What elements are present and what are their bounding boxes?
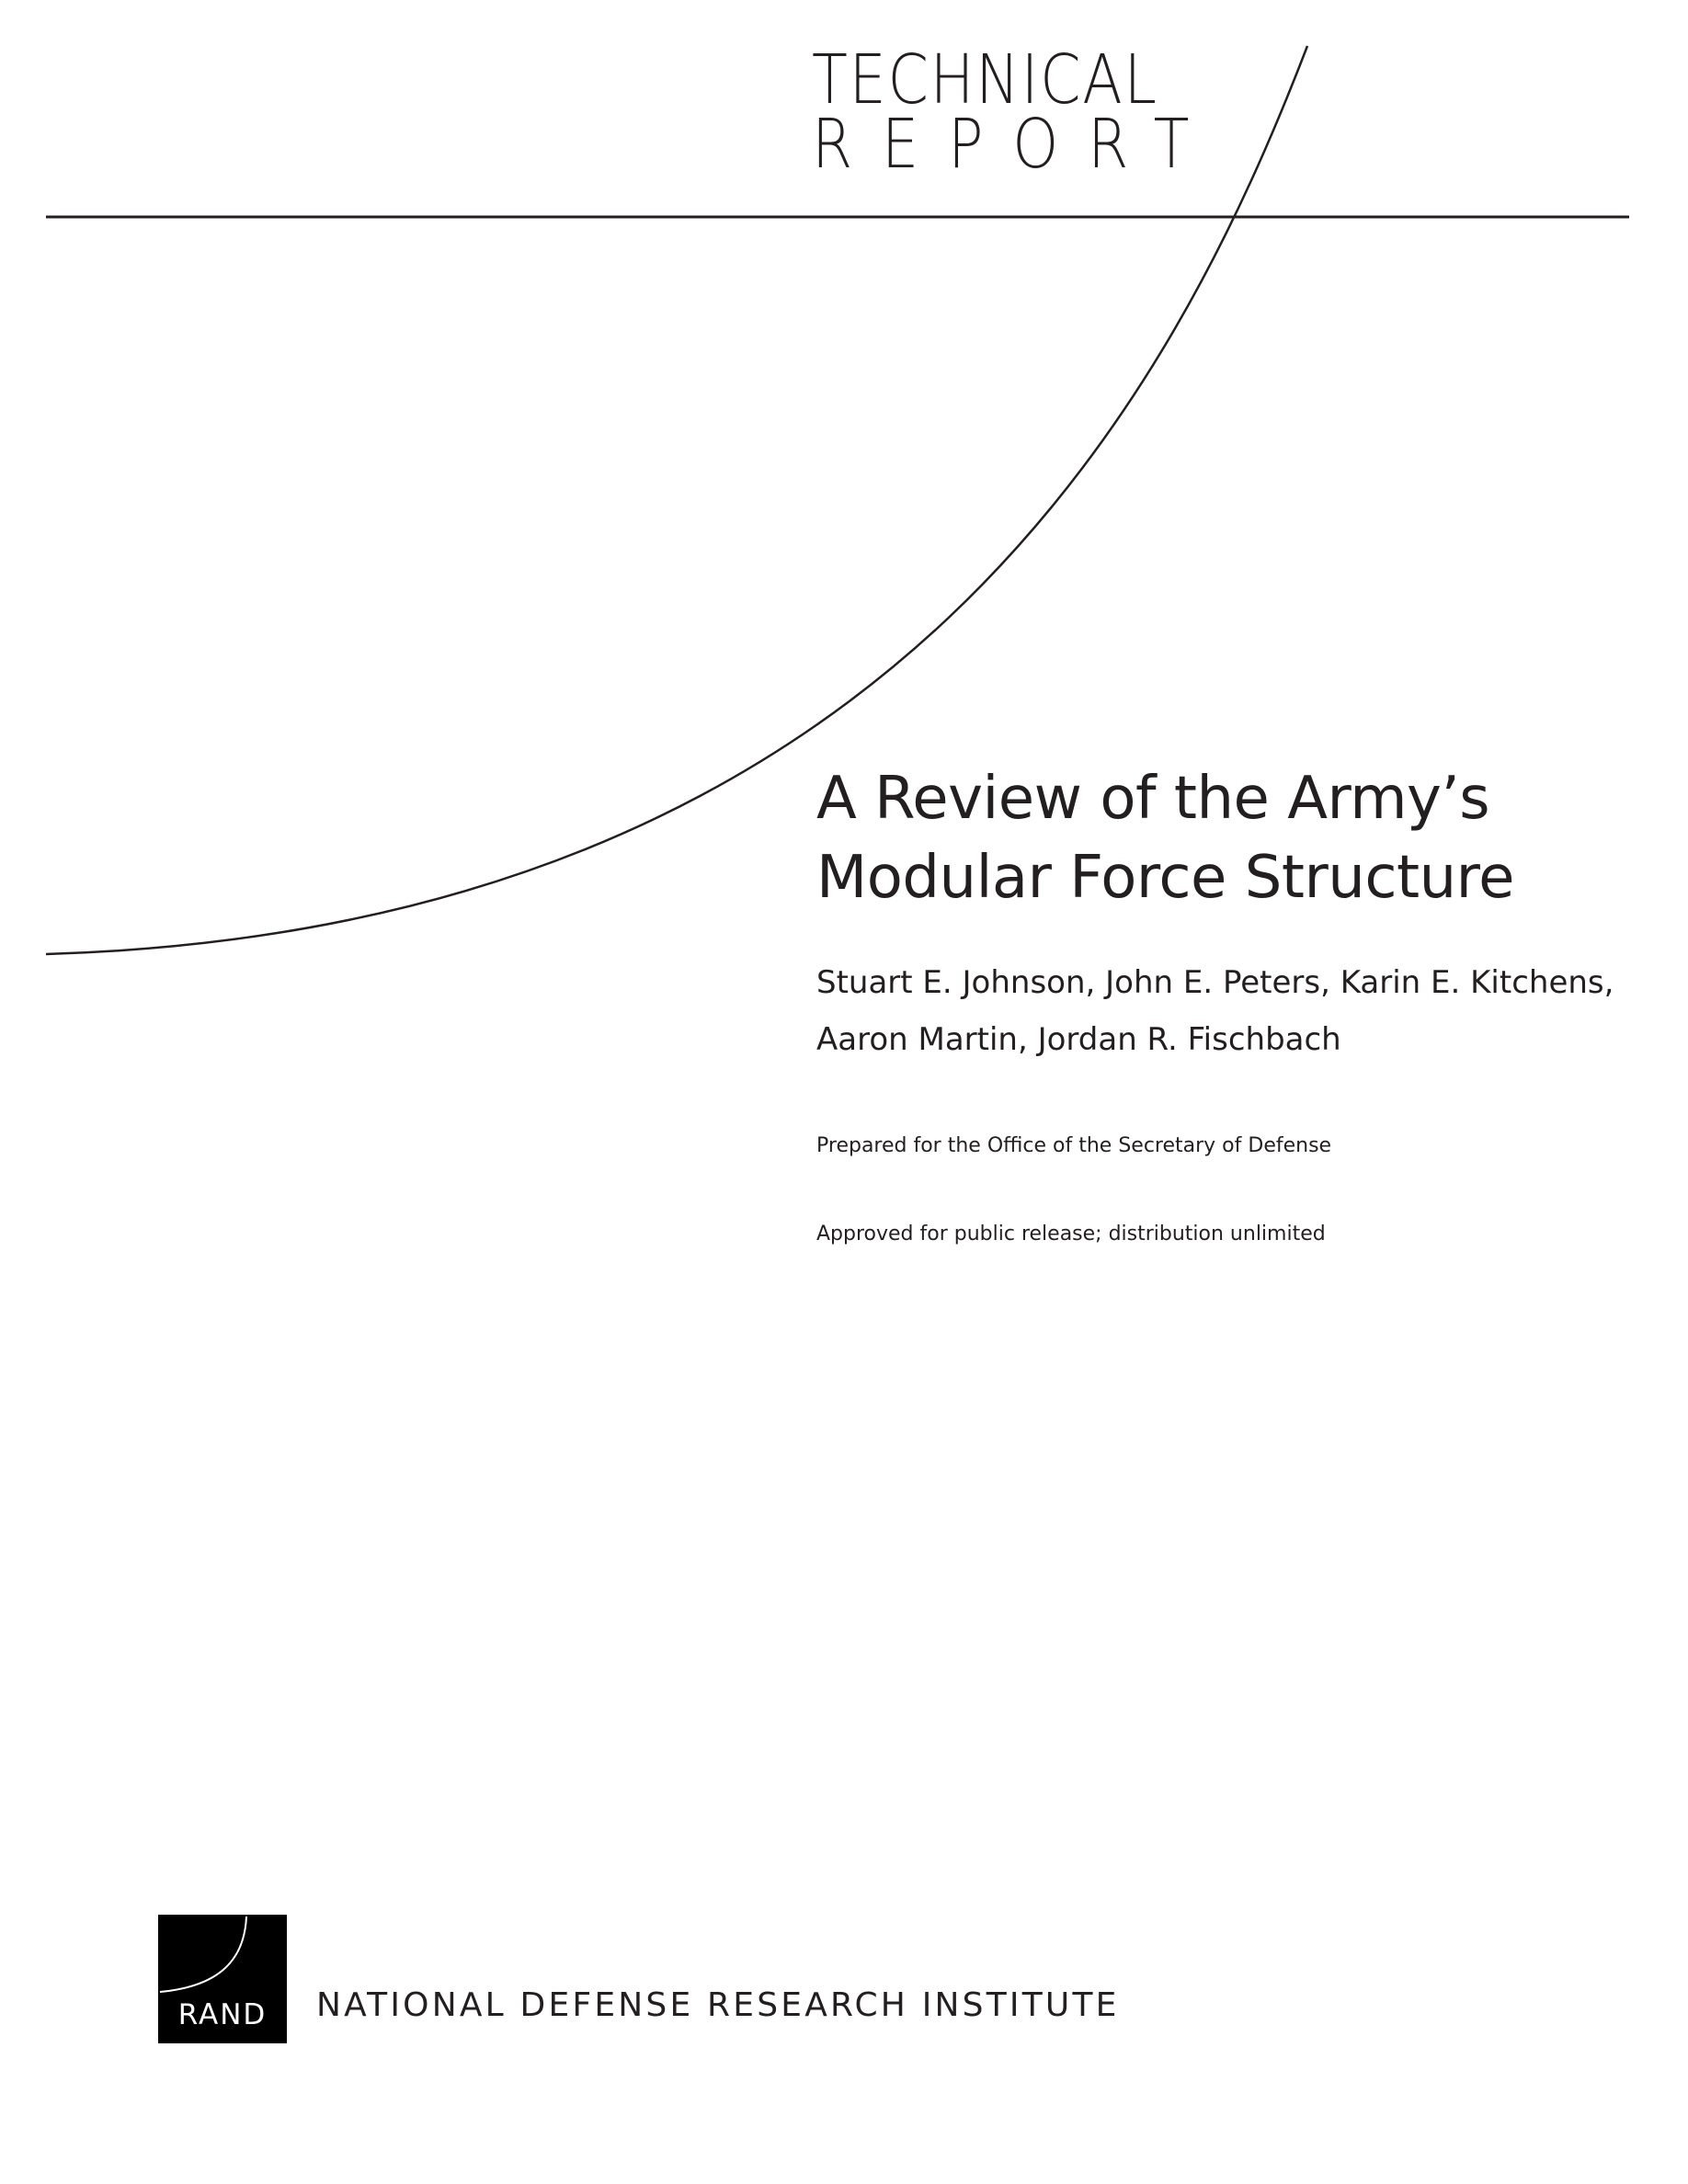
prepared-for-statement: Prepared for the Office of the Secretary of Defense <box>816 1134 1332 1157</box>
author-list-line-2: Aaron Martin, Jordan R. Fischbach <box>816 1021 1341 1058</box>
series-label-line-1: TECHNICAL <box>812 40 1158 119</box>
series-label-line-2: REPORT <box>812 105 1219 184</box>
author-list-line-1: Stuart E. Johnson, John E. Peters, Karin E. Kitchens, <box>816 964 1614 1001</box>
author-list <box>816 954 1614 1068</box>
institute-name: NATIONAL DEFENSE RESEARCH INSTITUTE <box>316 1986 1120 2024</box>
rand-logo-text: RAND <box>177 1998 268 2031</box>
distribution-statement: Approved for public release; distribution unlimited <box>816 1223 1326 1246</box>
rand-logo <box>158 1915 287 2043</box>
report-title-line-1: A Review of the Army’s <box>816 765 1490 833</box>
report-title-line-2: Modular Force Structure <box>816 844 1514 912</box>
report-title <box>816 759 1514 917</box>
